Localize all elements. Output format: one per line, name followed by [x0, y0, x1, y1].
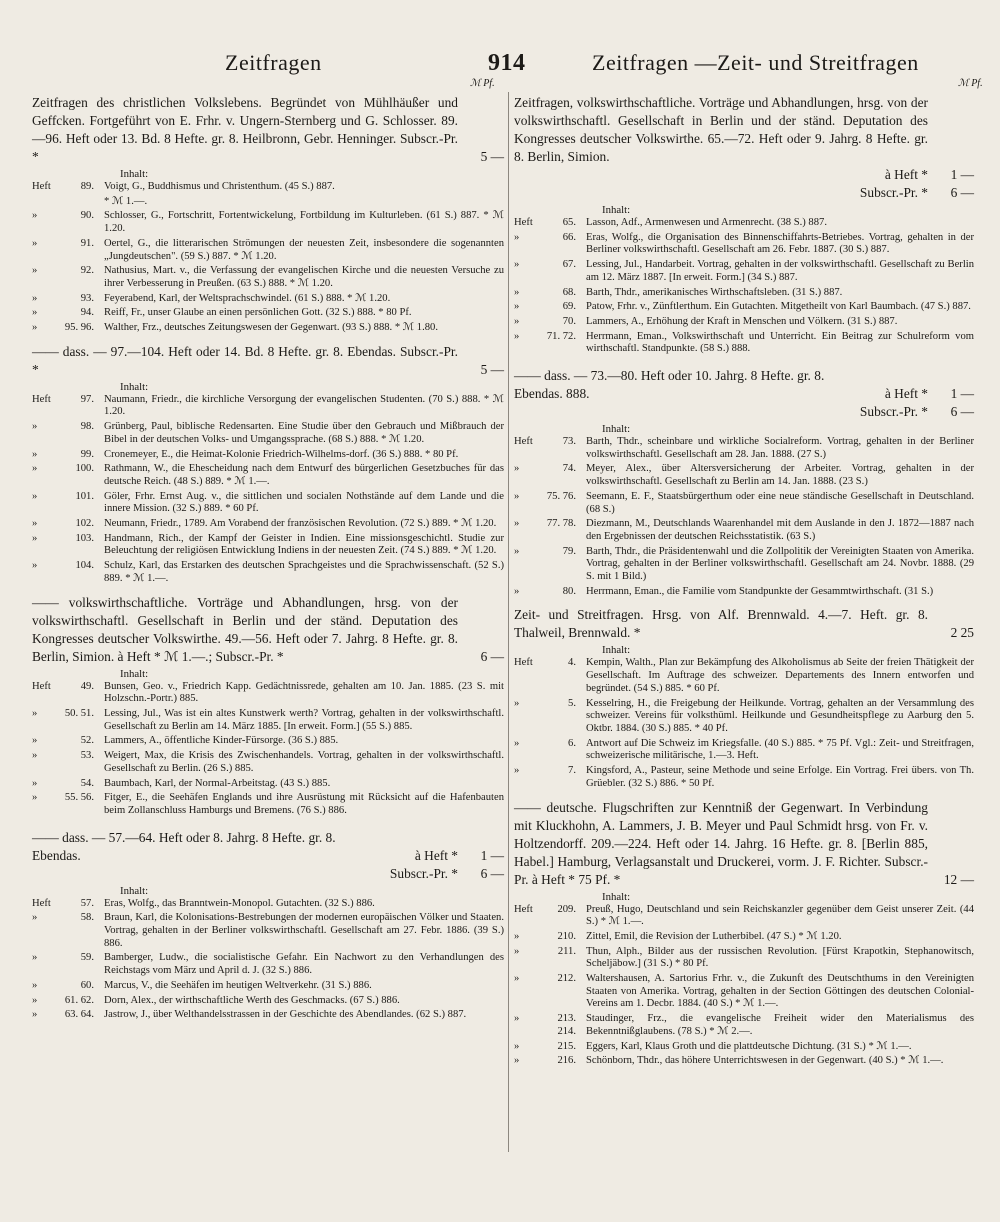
list-item	[514, 316, 974, 329]
item-text: Zittel, Emil, die Revision der Lutherbibel. (47 S.) * ℳ 1.20.	[586, 930, 842, 942]
item-number: 60.	[80, 979, 94, 991]
item-text: Barth, Thdr., die Präsidentenwahl und die Zollpolitik der Vereinigten Staaten von Amerika. Vortrag, gehalten in der Berliner volkswirthschaftl. Gesellschaft am 24. Novbr. 1888. (29 S. mit 1 Bild.)	[586, 545, 974, 583]
list-item	[514, 586, 974, 599]
item-marker: Heft	[32, 897, 51, 909]
contents-label: Inhalt:	[602, 204, 631, 216]
item-marker: »	[514, 697, 520, 709]
item-text: Eras, Wolfg., die Organisation des Binnenschiffahrts-Betriebes. Vortrag, gehalten in der Berliner volkswirthschaftl. Gesellschaft am 26. Febr. 1887. (30 S.) 887.	[586, 231, 974, 256]
item-number: 68.	[562, 286, 576, 298]
item-marker: »	[514, 1013, 520, 1025]
entry-per-issue: à Heft *	[884, 167, 928, 182]
entry-line	[514, 184, 974, 202]
item-text: Staudinger, Frz., die evangelische Freiheit wider den Materialismus des Bekenntnißglaubens. (78 S.) * ℳ 2.—.	[586, 1013, 974, 1037]
list-item	[32, 898, 504, 911]
entry-price: 6 —	[480, 648, 504, 664]
item-marker: »	[514, 259, 520, 271]
list-item	[514, 1055, 974, 1068]
item-marker: »	[32, 237, 38, 249]
list-item	[32, 560, 504, 585]
item-text: Kempin, Walth., Plan zur Bekämpfung des Alkoholismus ab Seite der freien Thätigkeit der Gesellschaft. Im Auftrage des schweizer. Departements des Innern entworfen und begründet. (54 S.) 885. * 60 Pf.	[586, 657, 974, 694]
item-marker: »	[32, 490, 38, 502]
item-number: 71. 72.	[546, 330, 576, 342]
item-number: 97.	[80, 393, 94, 405]
list-item	[32, 980, 504, 993]
list-item	[32, 463, 504, 488]
item-number: 75. 76.	[546, 490, 576, 502]
item-number: 99.	[80, 448, 94, 460]
item-number: 69.	[562, 301, 576, 313]
item-text: Weigert, Max, die Krisis des Zwischenhandels. Vortrag, gehalten in der volkswirthschaftl. Gesellschaft zu Berlin. (26 S.) 885.	[104, 750, 504, 774]
list-item	[32, 307, 504, 320]
entry-price: 12 —	[943, 871, 974, 887]
list-item	[514, 931, 974, 944]
list-item	[514, 436, 974, 461]
item-text: Diezmann, M., Deutschlands Waarenhandel mit dem Auslande in den J. 1872—1887 nach den Ergebnissen der deutschen Reichsstatistik. (63 S.)	[586, 518, 974, 542]
item-text: Eggers, Karl, Klaus Groth und die plattdeutsche Dichtung. (31 S.) * ℳ 1.—.	[586, 1040, 912, 1052]
item-text: Waltershausen, A. Sartorius Frhr. v., die Zukunft des Deutschthums in den Vereinigten Staaten von Amerika. Vortrag, gehalten in der Section Göttingen des deutschen Colonial-Vereins am 1. Decbr. 1884. (40 S.) * ℳ 1.—.	[586, 973, 974, 1010]
item-number: 59.	[80, 952, 94, 964]
item-marker: Heft	[514, 217, 533, 228]
entry-price: 6 —	[480, 865, 504, 881]
contents-list	[514, 217, 974, 356]
item-text: Lasson, Adf., Armenwesen und Armenrecht. (38 S.) 887.	[586, 217, 827, 228]
item-text: Reiff, Fr., unser Glaube an einen persönlichen Gott. (32 S.) 888. * 80 Pf.	[104, 307, 412, 319]
item-text: Schönborn, Thdr., das höhere Unterrichtswesen in der Gegenwart. (40 S.) * ℳ 1.—.	[586, 1055, 944, 1067]
item-number: 101.	[75, 490, 94, 502]
list-item	[514, 301, 974, 314]
contents-list	[32, 681, 504, 818]
item-text: Lammers, A., Erhöhung der Kraft in Menschen und Völkern. (31 S.) 887.	[586, 315, 898, 327]
item-number: 95. 96.	[64, 322, 94, 334]
item-text: Herrmann, Eman., Volkswirthschaft und Unterricht. Ein Beitrag zur Schulreform vom wirthschaftl. Standpunkte. (58 S.) 888.	[586, 330, 974, 355]
item-number: 215.	[557, 1040, 576, 1052]
list-item	[514, 217, 974, 230]
contents-list	[32, 181, 504, 335]
item-marker: »	[514, 286, 520, 298]
item-text: Marcus, V., die Seehäfen im heutigen Weltverkehr. (31 S.) 886.	[104, 979, 372, 991]
item-number: 55. 56.	[64, 792, 94, 804]
item-marker: »	[32, 560, 38, 572]
item-number: 90.	[80, 210, 94, 222]
list-item	[514, 973, 974, 1011]
item-marker: Heft	[32, 393, 51, 405]
item-number: 49.	[80, 680, 94, 692]
item-number: 210.	[557, 930, 576, 942]
item-number: 211.	[557, 945, 576, 957]
list-item	[514, 657, 974, 695]
list-item	[514, 232, 974, 257]
item-number: 53.	[80, 750, 94, 762]
contents-label: Inhalt:	[602, 644, 631, 657]
item-marker: »	[32, 777, 38, 789]
contents-label: Inhalt:	[120, 667, 149, 680]
entry-price: 5 —	[480, 149, 504, 164]
list-item	[32, 518, 504, 531]
item-marker: »	[32, 322, 38, 334]
item-number: 61. 62.	[64, 994, 94, 1006]
list-item	[514, 287, 974, 300]
item-number: 213. 214.	[557, 1013, 576, 1037]
entry-line	[514, 166, 974, 184]
list-item	[32, 181, 504, 194]
catalog-entry	[32, 343, 504, 379]
item-number: 79.	[562, 545, 576, 557]
item-text: Voigt, G., Buddhismus und Christenthum. (45 S.) 887.	[104, 181, 335, 192]
entry-publisher: Ebendas. 888.	[514, 386, 590, 402]
item-marker: »	[32, 979, 38, 991]
item-marker: »	[32, 707, 38, 719]
list-item	[514, 259, 974, 284]
item-number: 100.	[75, 463, 94, 475]
item-marker: »	[514, 490, 520, 502]
item-marker: »	[32, 292, 38, 304]
entry-text: —— deutsche. Flugschriften zur Kenntniß der Gegenwart. In Verbindung mit Kluckhohn, A. Lammers, J. B. Meyer und Paul Schmidt hrsg. von Fr. v. Holtzendorff. 209.—224. Heft oder 14. Jahrg. 16 Hefte. gr. 8. [Berlin 885, Habel.] Hamburg, Verlagsanstalt und Druckerei, vorm. J. F. Richter. Subscr.-Pr. à Heft * 75 Pf. *	[514, 799, 928, 887]
entry-line	[32, 847, 504, 865]
entry-per-issue: à Heft *	[414, 847, 458, 863]
item-marker: »	[514, 463, 520, 475]
item-marker: »	[514, 545, 520, 557]
entry-line	[514, 385, 974, 403]
item-number: 212.	[557, 973, 576, 985]
list-item	[32, 735, 504, 748]
item-number: 104.	[75, 560, 94, 572]
list-item	[32, 293, 504, 306]
list-item	[32, 421, 504, 446]
item-text: Preuß, Hugo, Deutschland und sein Reichskanzler gegenüber dem Geist unserer Zeit. (44 S.) * ℳ 1.—.	[586, 903, 974, 928]
entry-subscription: Subscr.-Pr. *	[389, 865, 458, 881]
list-item	[32, 708, 504, 733]
entry-line	[514, 403, 974, 421]
entry-text: —— dass. — 97.—104. Heft oder 14. Bd. 8 Hefte. gr. 8. Ebendas. Subscr.-Pr. *	[32, 343, 458, 377]
item-text: Seemann, E. F., Staatsbürgerthum oder eine neue ständische Gesellschaft in Deutschland. (68 S.)	[586, 490, 974, 515]
item-number: 54.	[80, 777, 94, 789]
item-number: 74.	[562, 463, 576, 475]
list-item	[32, 1009, 504, 1022]
item-text: Göler, Frhr. Ernst Aug. v., die sittlichen und socialen Nothstände auf dem Lande und die innere Mission. (32 S.) 889. * 60 Pf.	[104, 490, 504, 515]
catalog-entry	[514, 606, 974, 642]
entry-subscription: Subscr.-Pr. *	[859, 404, 928, 420]
item-number: 6.	[568, 737, 576, 749]
item-number: 93.	[80, 292, 94, 304]
item-text: Grünberg, Paul, biblische Redensarten. Eine Studie über den Gebrauch und Mißbrauch der Bibel in der deutschen Volks- und Umgangssprache. (68 S.) 888. * ℳ 1.20.	[104, 421, 504, 445]
item-text: Bamberger, Ludw., die socialistische Gefahr. Ein Nachwort zu den Verhandlungen des Reichstags vom März und April d. J. (32 S.) 886.	[104, 952, 504, 977]
contents-label: Inhalt:	[602, 890, 631, 903]
item-text: Cronemeyer, E., die Heimat-Kolonie Friedrich-Wilhelms-dorf. (36 S.) 888. * 80 Pf.	[104, 448, 459, 460]
item-number: 65.	[562, 217, 576, 228]
item-number: 63. 64.	[64, 1009, 94, 1021]
catalog-entry	[514, 799, 974, 889]
list-item	[32, 792, 504, 817]
item-number: 4.	[568, 657, 576, 669]
item-marker	[32, 196, 60, 209]
item-text: Lessing, Jul., Was ist ein altes Kunstwerk werth? Vortrag, gehalten in der volkswirthschaftl. Gesellschaft zu Berlin am 14. März 1885. [In erweit. Form.] (55 S.) 885.	[104, 707, 504, 732]
contents-list	[32, 898, 504, 1022]
item-number: 73.	[562, 436, 576, 448]
entry-price: 1 —	[480, 847, 504, 863]
catalog-entry	[514, 367, 974, 421]
list-item	[32, 210, 504, 235]
item-text: Barth, Thdr., scheinbare und wirkliche Socialreform. Vortrag, gehalten in der Berliner volkswirthschaftl. Gesellschaft am 28. Jan. 1888. (27 S.)	[586, 436, 974, 460]
contents-list	[32, 394, 504, 586]
price-column-head-right: ℳ Pf.	[958, 78, 983, 89]
contents-list	[514, 904, 974, 1068]
running-head-left: Zeitfragen	[225, 50, 322, 75]
item-marker: »	[514, 585, 520, 597]
item-text: Kesselring, H., die Freigebung der Heilkunde. Vortrag, gehalten an der Versammlung des schweizer. Vereins für volksthüml. Heilkunde und Gesundheitspflege zu Aarburg den 5. Oktbr. 1884. (30 S.) 885. * 40 Pf.	[586, 697, 974, 734]
item-number: 66.	[562, 231, 576, 243]
list-item	[32, 533, 504, 558]
item-marker: »	[32, 265, 38, 277]
list-item	[514, 946, 974, 971]
contents-list	[514, 657, 974, 790]
page-number: 914	[488, 50, 526, 76]
catalog-entry	[32, 829, 504, 883]
item-marker: »	[514, 973, 520, 985]
item-text: Antwort auf Die Schweiz im Kriegsfalle. (40 S.) 885. * 75 Pf. Vgl.: Zeit- und Streitfragen, schweizerische militärische, 1.—3. Heft.	[586, 737, 974, 762]
item-number: 92.	[80, 265, 94, 277]
contents-label: Inhalt:	[602, 423, 631, 436]
item-marker: »	[514, 1055, 520, 1067]
item-marker: »	[32, 792, 38, 804]
entry-text: —— volkswirthschaftliche. Vorträge und Abhandlungen, hrsg. von der volkswirthschaftl. Gesellschaft in Berlin und der ständ. Deputation des Kongresses deutscher Volkswirthe. 49.—56. Heft oder 7. Jahrg. 8 Hefte. gr. 8. Berlin, Simion. à Heft * ℳ 1.—.; Subscr.-Pr. *	[32, 594, 458, 664]
item-text: Walther, Frz., deutsches Zeitungswesen der Gegenwart. (93 S.) 888. * ℳ 1.80.	[104, 322, 438, 334]
item-marker: »	[32, 463, 38, 475]
entry-text: Zeitfragen, volkswirthschaftliche. Vorträge und Abhandlungen, hrsg. von der volkswirthschaftl. Gesellschaft in Berlin und der ständ. Deputation des Kongresses deutscher Volkswirthe. 65.—72. Heft oder 9. Jahrg. 8 Hefte. gr. 8. Berlin, Simion.	[514, 95, 928, 164]
entry-price: 1 —	[950, 167, 974, 182]
item-marker: »	[514, 518, 520, 530]
list-item	[32, 322, 504, 335]
entry-line: —— dass. — 57.—64. Heft oder 8. Jahrg. 8 Hefte. gr. 8.	[32, 829, 336, 845]
item-number: 67.	[562, 259, 576, 271]
left-column	[32, 94, 504, 1024]
item-number: 52.	[80, 735, 94, 747]
item-number: 98.	[80, 421, 94, 433]
list-item	[514, 546, 974, 584]
list-item	[514, 738, 974, 763]
item-marker: »	[32, 735, 38, 747]
contents-label: Inhalt:	[120, 168, 149, 180]
item-number: 50. 51.	[64, 707, 94, 719]
list-item	[514, 463, 974, 488]
list-item	[32, 750, 504, 775]
list-item	[32, 995, 504, 1008]
item-text: Patow, Frhr. v., Zünftlerthum. Ein Gutachten. Mitgetheilt von Karl Baumbach. (47 S.) 887.	[586, 301, 971, 313]
item-marker: »	[32, 750, 38, 762]
item-marker: »	[514, 231, 520, 243]
item-marker: Heft	[32, 181, 51, 192]
item-number: 102.	[75, 518, 94, 530]
item-marker: Heft	[514, 903, 533, 915]
item-text: Oertel, G., die litterarischen Strömungen der neuesten Zeit, insbesondere die sogenannten „Jungdeutschen". (59 S.) 887. * ℳ 1.20.	[104, 237, 504, 262]
item-text: Rathmann, W., die Ehescheidung nach dem Entwurf des bürgerlichen Gesetzbuches für das deutsche Reich. (48 S.) 889. * ℳ 1.—.	[104, 463, 504, 487]
item-text: Herrmann, Eman., die Familie vom Standpunkte der Gesammtwirthschaft. (31 S.)	[586, 585, 934, 597]
item-marker: »	[514, 301, 520, 313]
list-item	[32, 196, 504, 209]
list-item	[514, 1013, 974, 1038]
list-item	[32, 912, 504, 950]
contents-label: Inhalt:	[120, 884, 149, 897]
list-item	[32, 952, 504, 977]
list-item	[32, 265, 504, 290]
item-marker: Heft	[514, 436, 533, 448]
item-text: Lessing, Jul., Handarbeit. Vortrag, gehalten in der volkswirthschaftl. Gesellschaft zu Berlin am 12. März 1887. [In erweit. Form.] (34 S.) 887.	[586, 259, 974, 283]
item-text: Schlosser, G., Fortschritt, Fortentwickelung, Fortbildung im Kulturleben. (61 S.) 887. * ℳ 1.20.	[104, 210, 504, 235]
item-marker: »	[32, 1009, 38, 1021]
item-text: Meyer, Alex., über Altersversicherung der Arbeiter. Vortrag, gehalten in der volkswirthschaftl. Gesellschaft zu Berlin am 14. Jan. 1888. (23 S.)	[586, 463, 974, 488]
item-text: * ℳ 1.—.	[104, 195, 148, 207]
list-item	[32, 394, 504, 419]
entry-per-issue: à Heft *	[884, 386, 928, 402]
item-text: Eras, Wolfg., das Branntwein-Monopol. Gutachten. (32 S.) 886.	[104, 897, 375, 909]
item-marker: »	[514, 765, 520, 777]
item-marker: »	[514, 315, 520, 327]
item-marker: »	[32, 421, 38, 433]
item-number: 216.	[557, 1055, 576, 1067]
item-marker: »	[32, 518, 38, 530]
item-text: Handmann, Rich., der Kampf der Geister in Indien. Eine missionsgeschichtl. Studie zur Beleuchtung der religiösen Entwicklung Indiens in der neuesten Zeit. (74 S.) 889. * ℳ 1.20.	[104, 532, 504, 557]
contents-list	[514, 436, 974, 598]
item-text: Barth, Thdr., amerikanisches Wirthschaftsleben. (31 S.) 887.	[586, 286, 843, 298]
item-marker: »	[32, 448, 38, 460]
entry-price: 1 —	[950, 386, 974, 402]
item-text: Neumann, Friedr., 1789. Am Vorabend der französischen Revolution. (72 S.) 889. * ℳ 1.20.	[104, 518, 497, 530]
item-number: 80.	[562, 585, 576, 597]
catalog-entry	[514, 94, 974, 202]
list-item	[514, 904, 974, 929]
list-item	[514, 698, 974, 736]
entry-line	[32, 865, 504, 883]
item-marker: »	[32, 307, 38, 319]
item-text: Feyerabend, Karl, der Weltsprachschwindel. (61 S.) 888. * ℳ 1.20.	[104, 292, 391, 304]
item-text: Nathusius, Mart. v., die Verfassung der evangelischen Kirche und die neuesten Versuche zu ihrer Verbesserung in Preußen. (63 S.) 888. * ℳ 1.20.	[104, 265, 504, 289]
catalog-entry	[32, 94, 504, 166]
price-column-head-left: ℳ Pf.	[470, 78, 495, 89]
item-number: 57.	[80, 897, 94, 909]
entry-price: 6 —	[950, 404, 974, 420]
item-text: Braun, Karl, die Kolonisations-Bestrebungen der modernen europäischen Völker und Staaten. Vortrag, gehalten in der Berliner volkswirthschaftl. Gesellschaft am 27. Febr. 1886. (39 S.) 886.	[104, 912, 504, 949]
item-marker: »	[514, 737, 520, 749]
item-number: 70.	[562, 315, 576, 327]
item-marker: »	[514, 330, 520, 342]
list-item	[514, 491, 974, 516]
item-number: 5.	[568, 697, 576, 709]
item-marker: »	[32, 952, 38, 964]
item-number	[60, 196, 104, 209]
item-marker: Heft	[32, 680, 51, 692]
item-marker: »	[32, 532, 38, 544]
item-number: 89.	[80, 181, 94, 192]
item-marker: »	[514, 945, 520, 957]
list-item	[514, 331, 974, 356]
item-marker: »	[32, 210, 38, 222]
list-item	[32, 778, 504, 791]
entry-text: Zeitfragen des christlichen Volkslebens. Begründet von Mühlhäußer und Geffcken. Fortgeführt von E. Frhr. v. Ungern-Sternberg und G. Schlosser. 89.—96. Heft oder 13. Bd. 8 Hefte. gr. 8. Heilbronn, Gebr. Henninger. Subscr.-Pr. *	[32, 95, 458, 164]
item-text: Schulz, Karl, das Erstarken des deutschen Sprachgeistes und die Sprachwissenschaft. (52 S.) 889. * ℳ 1.—.	[104, 560, 504, 584]
item-number: 94.	[80, 307, 94, 319]
item-number: 91.	[80, 237, 94, 249]
item-number: 58.	[80, 912, 94, 924]
item-text: Baumbach, Karl, der Normal-Arbeitstag. (43 S.) 885.	[104, 777, 331, 789]
running-head-right: Zeitfragen —Zeit- und Streitfragen	[592, 50, 919, 75]
entry-subscription: Subscr.-Pr. *	[859, 185, 928, 200]
item-marker: »	[32, 912, 38, 924]
item-text: Bunsen, Geo. v., Friedrich Kapp. Gedächtnissrede, gehalten am 10. Jan. 1885. (23 S. mit Holzschn.-Portr.) 885.	[104, 680, 504, 705]
item-marker: »	[514, 1040, 520, 1052]
entry-text: Zeit- und Streitfragen. Hrsg. von Alf. Brennwald. 4.—7. Heft. gr. 8. Thalweil, Brennwald. *	[514, 607, 928, 641]
list-item	[32, 238, 504, 263]
item-marker: »	[514, 930, 520, 942]
list-item	[32, 681, 504, 706]
item-marker: Heft	[514, 657, 533, 669]
entry-price: 6 —	[950, 185, 974, 200]
item-text: Jastrow, J., über Welthandelsstrassen in der Geschichte des Abendlandes. (62 S.) 887.	[104, 1009, 467, 1021]
entry-line: —— dass. — 73.—80. Heft oder 10. Jahrg. 8 Hefte. gr. 8.	[514, 368, 825, 384]
list-item	[514, 1041, 974, 1054]
catalog-entry	[32, 594, 504, 666]
item-text: Naumann, Friedr., die kirchliche Versorgung der evangelischen Studenten. (70 S.) 888. * ℳ 1.20.	[104, 393, 504, 418]
item-number: 7.	[568, 765, 576, 777]
entry-price: 5 —	[480, 361, 504, 377]
item-text: Kingsford, A., Pasteur, seine Methode und seine Erfolge. Ein Vortrag. Frei übers. von Th. Grüebler. (32 S.) 886. * 50 Pf.	[586, 765, 974, 789]
item-text: Lammers, A., öffentliche Kinder-Fürsorge. (36 S.) 885.	[104, 735, 339, 747]
item-number: 103.	[75, 532, 94, 544]
list-item	[32, 491, 504, 516]
item-number: 77. 78.	[546, 518, 576, 530]
column-divider	[508, 92, 509, 1152]
item-number: 209.	[557, 903, 576, 915]
contents-label: Inhalt:	[120, 380, 149, 393]
list-item	[514, 765, 974, 790]
list-item	[32, 449, 504, 462]
entry-publisher: Ebendas.	[32, 847, 81, 863]
item-text: Fitger, E., die Seehäfen Englands und ihre Ausrüstung mit Rücksicht auf die Hafenbauten beim Zollanschluss Hamburgs und Bremens. (76 S.) 886.	[104, 792, 504, 816]
list-item	[514, 518, 974, 543]
item-text: Thun, Alph., Bilder aus der russischen Revolution. [Fürst Krapotkin, Stephanowitsch, Scheljäbow.] (31 S.) * 80 Pf.	[586, 945, 974, 970]
right-column	[514, 94, 974, 1070]
entry-price: 2 25	[950, 625, 974, 641]
item-marker: »	[32, 994, 38, 1006]
item-text: Dorn, Alex., der wirthschaftliche Werth des Geschmacks. (67 S.) 886.	[104, 994, 400, 1006]
